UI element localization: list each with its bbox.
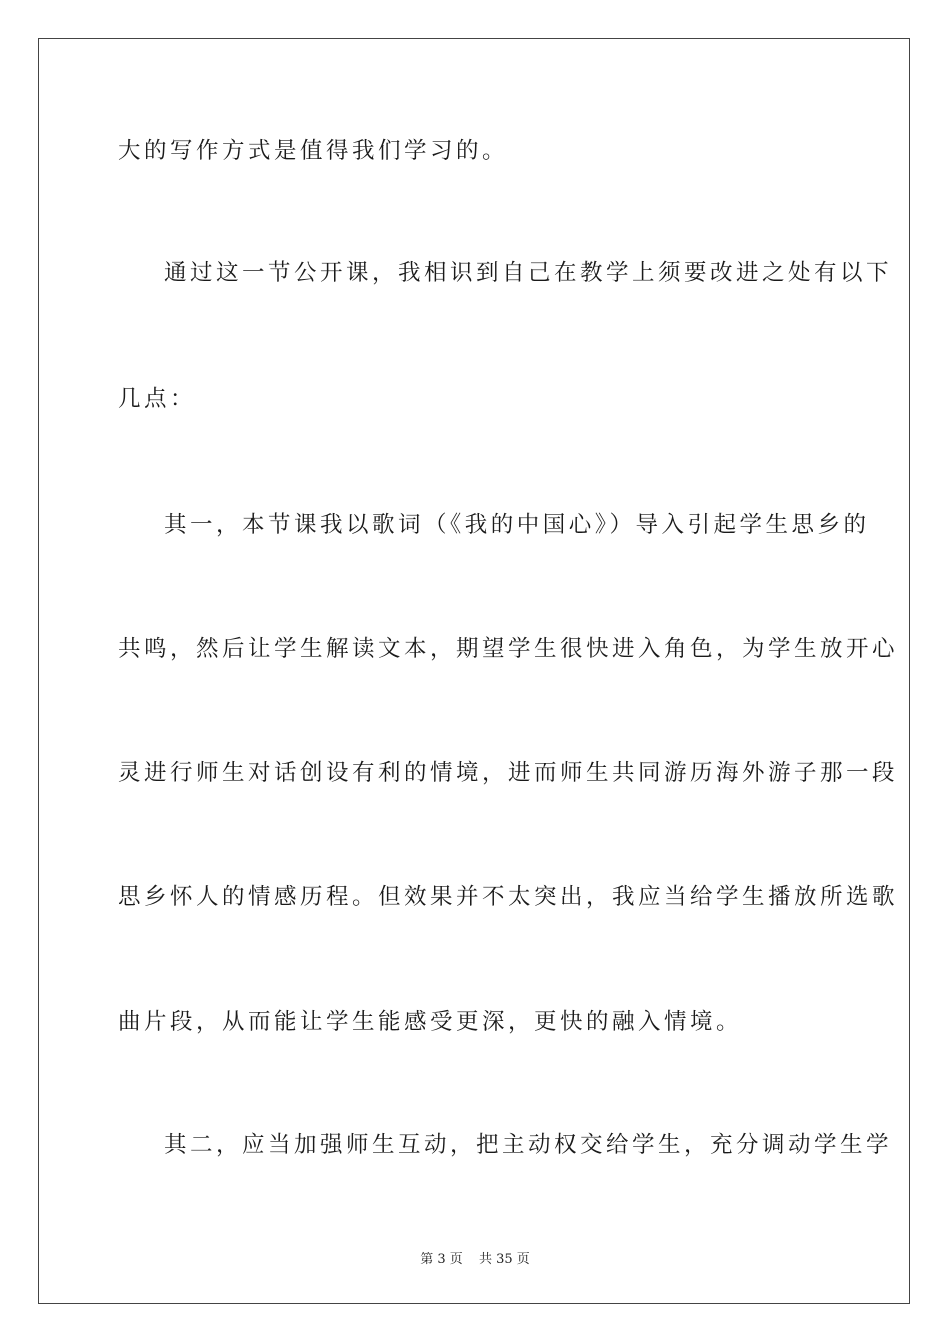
text-line: 灵进行师生对话创设有利的情境，进而师生共同游历海外游子那一段 [118,760,899,786]
paragraph-start-line: 其二，应当加强师生互动，把主动权交给学生，充分调动学生学 [164,1132,893,1158]
text-line: 共鸣，然后让学生解读文本，期望学生很快进入角色，为学生放开心 [118,636,899,662]
paragraph-start-line: 其一，本节课我以歌词（《我的中国心》）导入引起学生思乡的 [164,512,870,538]
text-line: 曲片段，从而能让学生能感受更深，更快的融入情境。 [118,1009,743,1035]
text-line: 几点： [118,386,197,412]
text-line: 大的写作方式是值得我们学习的。 [118,138,509,164]
text-line: 思乡怀人的情感历程。但效果并不太突出，我应当给学生播放所选歌 [118,884,899,910]
paragraph-start-line: 通过这一节公开课，我相识到自己在教学上须要改进之处有以下 [164,260,893,286]
page-border [38,38,910,1304]
page-number: 第 3 页 [420,1252,463,1267]
total-pages: 共 35 页 [478,1252,530,1267]
page-footer [0,1248,950,1267]
